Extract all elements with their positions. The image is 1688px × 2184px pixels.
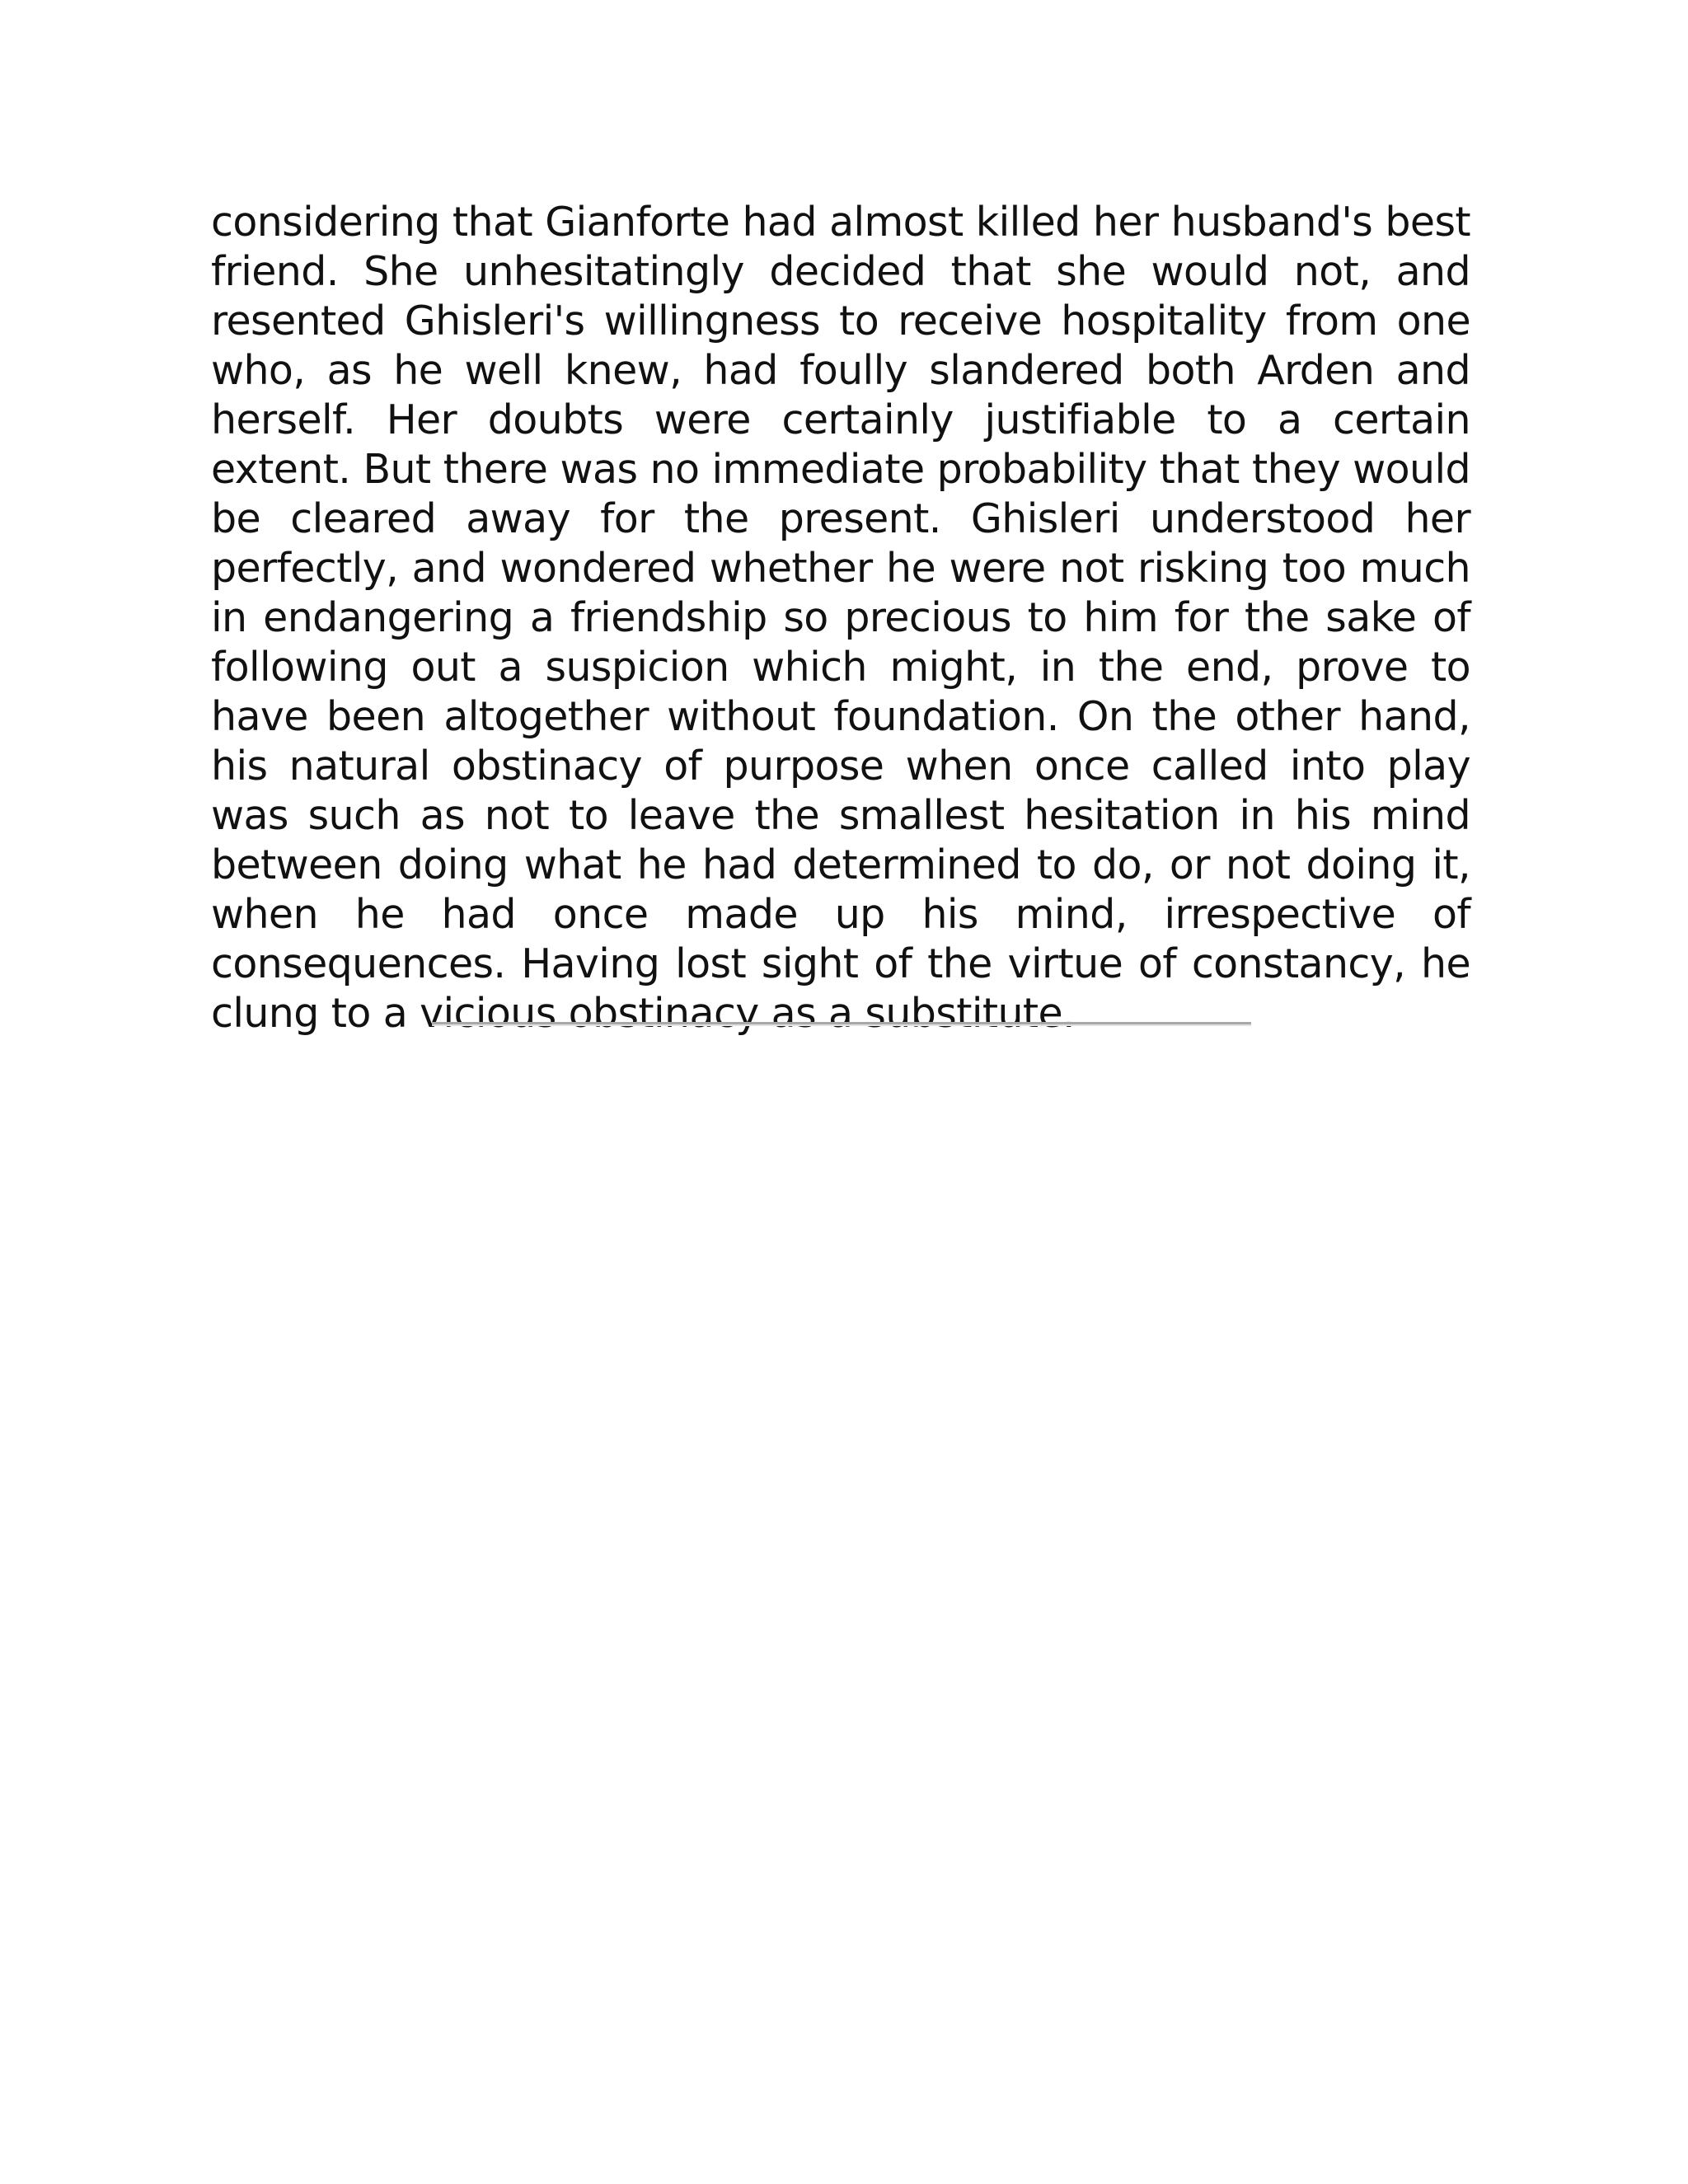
- body-paragraph: considering that Gianforte had almost killed her husband's best friend. She unhesitatingly decided that she would not, and resented Ghisleri's willingness to receive hospitality from one who, as he well knew, had foully slandered both Arden and herself. Her doubts were certainly justifiable to a certain extent. But there was no immediate probability that they would be cleared away for the present. Ghisleri understood her perfectly, and wondered whether he were not risking too much in endangering a friendship so precious to him for the sake of following out a suspicion which might, in the end, prove to have been altogether without foundation. On the other hand, his natural obstinacy of purpose when once called into play was such as not to leave the smallest hesitation in his mind between doing what he had determined to do, or not doing it, when he had once made up his mind, irrespective of consequences. Having lost sight of the virtue of constancy, he clung to a vicious obstinacy as a substitute.: [211, 199, 1470, 1037]
- section-divider: [432, 1022, 1251, 1026]
